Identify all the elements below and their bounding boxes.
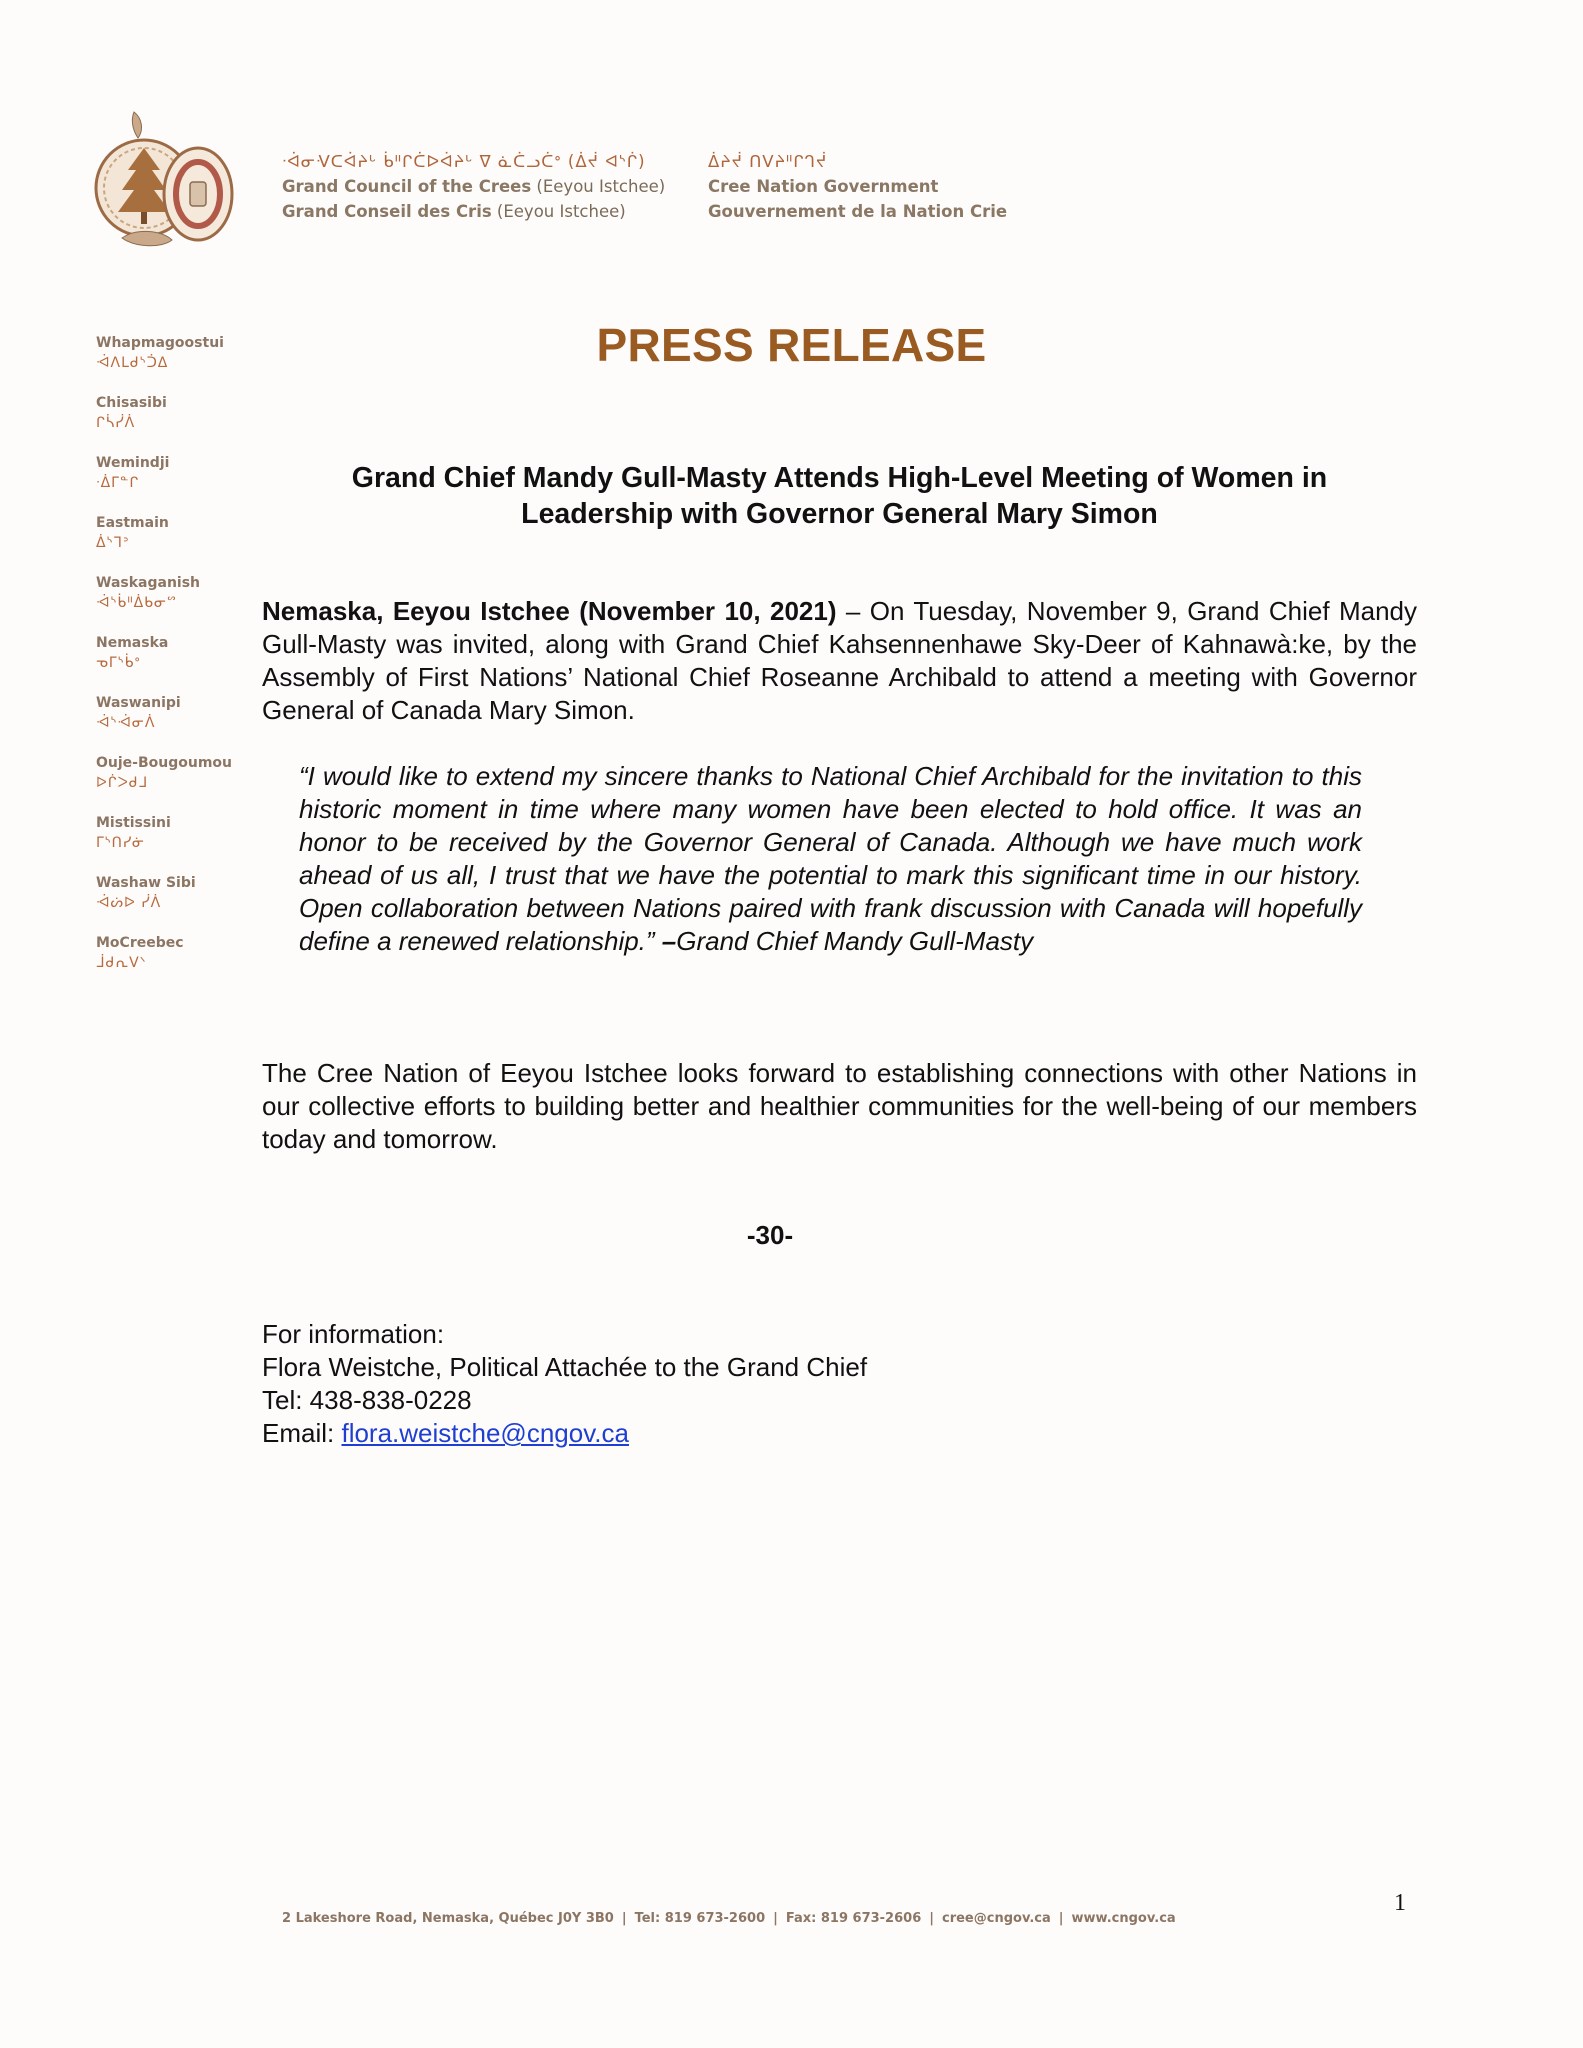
- cree-nation-logo: [92, 108, 244, 258]
- footer-website: www.cngov.ca: [1071, 1911, 1176, 1926]
- header-left-line2: Grand Conseil des Cris (Eeyou Istchee): [282, 202, 626, 221]
- footer-address: 2 Lakeshore Road, Nemaska, Québec J0Y 3B0: [282, 1911, 614, 1926]
- header-right-line2: Gouvernement de la Nation Crie: [708, 202, 1008, 221]
- footer-tel: Tel: 819 673-2600: [634, 1911, 766, 1926]
- footer-email: cree@cngov.ca: [942, 1911, 1051, 1926]
- community-nemaska: Nemaska ᓀᒥᔅᑳᐤ: [96, 635, 169, 671]
- community-wemindji: Wemindji ᐧᐄᒥᓐᒋ: [96, 455, 170, 491]
- headline: Grand Chief Mandy Gull-Masty Attends High-Level Meeting of Women in Leadership with Governor General Mary Simon: [351, 462, 1328, 530]
- email-link[interactable]: flora.weistche@cngov.ca: [341, 1418, 629, 1448]
- community-whapmagoostui: Whapmagoostui ᐙᐱᒪᑯᔅᑑᐃ: [96, 335, 224, 371]
- dateline: Nemaska, Eeyou Istchee (November 10, 2021): [262, 596, 837, 626]
- contact-person: Flora Weistche, Political Attachée to the Grand Chief: [262, 1352, 868, 1382]
- grand-chief-quote: “I would like to extend my sincere thanks to National Chief Archibald for the invitation to this historic moment in time where many women have been elected to hold office. It was an honor to be received by the Governor General of Canada. Although we have much work ahead of us all, I trust that we have the potential to mark this significant time in our history. Open collaboration between Nations paired with frank discussion with Canada will hopefully define a renewed relationship.” –Grand Chief Mandy Gull-Masty: [299, 761, 1362, 956]
- contact-label: For information:: [262, 1319, 445, 1349]
- community-mocreebec: MoCreebec ᒨᑯᕆᐯᐠ: [96, 935, 184, 971]
- footer-address-bar: 2 Lakeshore Road, Nemaska, Québec J0Y 3B0 | Tel: 819 673-2600 | Fax: 819 673-2606 | cree@cngov.ca | www.cngov.ca: [282, 1911, 1176, 1926]
- press-release-title: PRESS RELEASE: [596, 319, 987, 371]
- header-left-line1: Grand Council of the Crees (Eeyou Istchee): [282, 177, 666, 196]
- footer-fax: Fax: 819 673-2606: [785, 1911, 922, 1926]
- community-washaw-sibi: Washaw Sibi ᐙᔖᐅ ᓰᐲ: [96, 875, 196, 911]
- header-right-line1: Cree Nation Government: [708, 177, 939, 196]
- page-number: 1: [1394, 1890, 1406, 1916]
- community-waswanipi: Waswanipi ᐙᔅᐙᓂᐲ: [96, 695, 181, 731]
- community-eastmain: Eastmain ᐄᔅᒣᐣ: [96, 515, 169, 551]
- community-mistissini: Mistissini ᒥᔅᑎᓯᓃ: [96, 815, 171, 851]
- contact-tel: Tel: 438-838-0228: [262, 1385, 472, 1415]
- community-ouje-bougoumou: Ouje-Bougoumou ᐅᒌᐳᑯᒧ: [96, 755, 233, 791]
- header-right-syllabics: ᐄᔨᔫ ᑎᐯᔨᐦᒋᒉᔫ: [708, 152, 828, 171]
- header-grand-council: [282, 149, 665, 224]
- communities-sidebar: [96, 333, 256, 993]
- community-chisasibi: Chisasibi ᒋᓵᓰᐲ: [96, 395, 167, 431]
- contact-email-line: Email: flora.weistche@cngov.ca: [262, 1418, 629, 1448]
- end-mark: -30-: [746, 1220, 794, 1250]
- closing-paragraph: The Cree Nation of Eeyou Istchee looks forward to establishing connections with other Nations in our collective efforts to building better and healthier communities for the well-being of our members today and tomorrow.: [262, 1058, 1417, 1154]
- header-cree-nation-government: [708, 149, 1007, 224]
- community-waskaganish: Waskaganish ᐙᔅᑳᐦᐄᑲᓂᔥ: [96, 575, 201, 611]
- contact-info: [262, 1318, 867, 1450]
- header-left-syllabics: ᐧᐋᓂᐺᑕᐋᔨᒡ ᑳᐦᒋᑖᐅᐋᔨᒡ ᐁ ᓈᑖᓗᑖᐤ (ᐄᔫ ᐊᔅᒌ): [282, 152, 646, 171]
- quote-attribution: Grand Chief Mandy Gull-Masty: [676, 926, 1034, 956]
- lead-paragraph: Nemaska, Eeyou Istchee (November 10, 2021) – On Tuesday, November 9, Grand Chief Mandy Gull-Masty was invited, along with Grand Chief Kahsennenhawe Sky-Deer of Kahnawà:ke, by the Assembly of First Nations’ National Chief Roseanne Archibald to attend a meeting with Governor General of Canada Mary Simon.: [262, 596, 1417, 725]
